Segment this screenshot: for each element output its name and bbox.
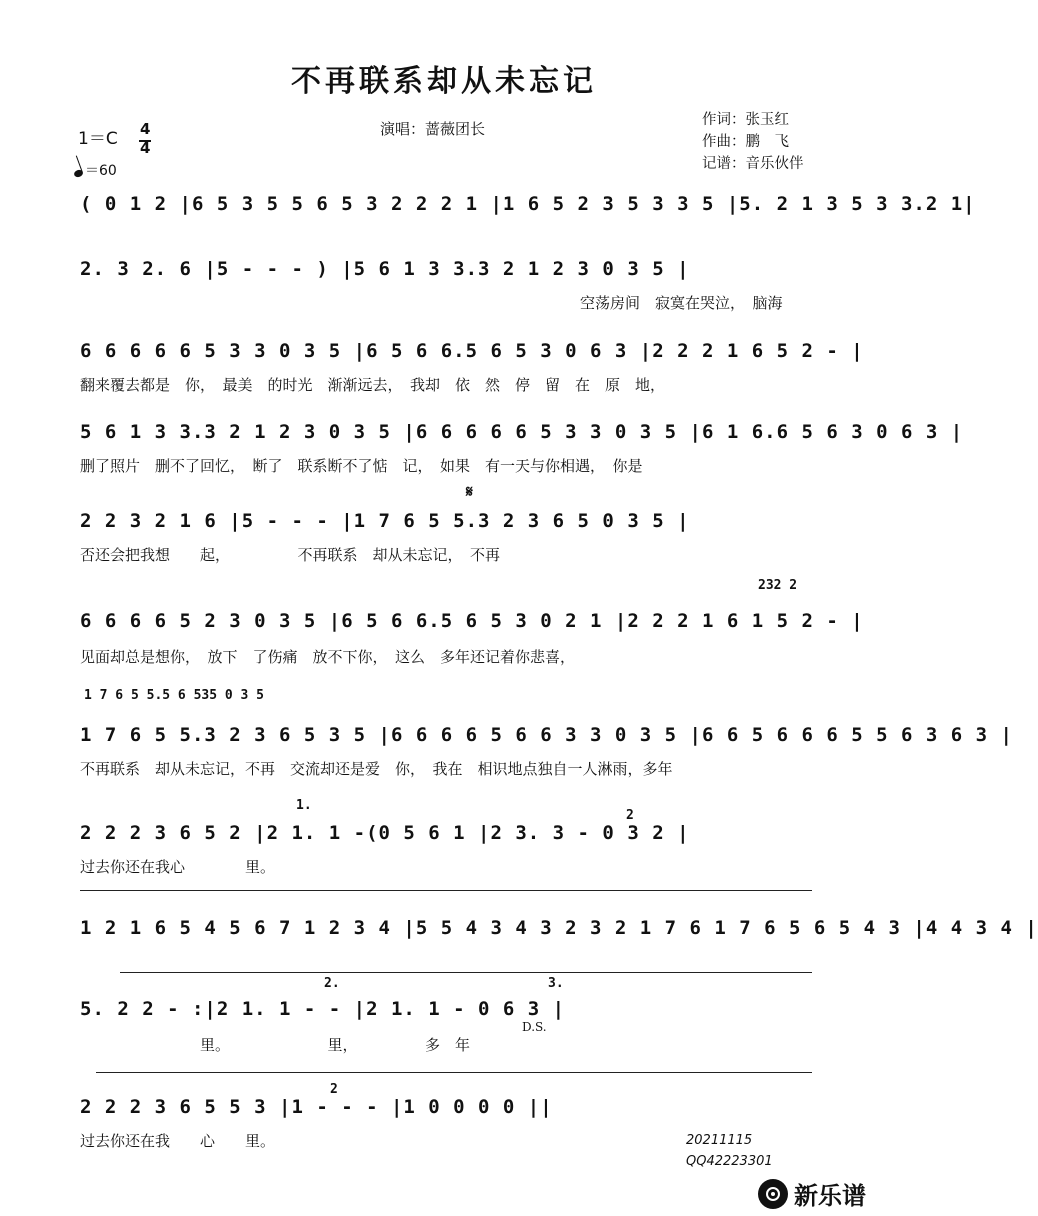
- transcriber-credit: 记谱：音乐伙伴: [702, 156, 804, 172]
- quarter-note-icon: [73, 169, 84, 179]
- lyric-line-11: 过去你还在我 心 里。: [80, 1132, 276, 1150]
- key-signature: 1＝C: [78, 129, 118, 149]
- singer-credit: 演唱：蔷薇团长: [380, 120, 486, 138]
- lyric-line-10: 里。 里， 多 年: [80, 1036, 471, 1054]
- score-line-2: 2. 3 2. 6 |5 - - - ) |5 6 1 3 3.3 2 1 2 3 0 3 5 |: [80, 258, 690, 280]
- tempo-value: ＝60: [85, 163, 117, 179]
- bracket-line: [96, 1072, 812, 1073]
- segno-icon: 𝄋: [466, 482, 473, 501]
- volta-2: 2.: [324, 976, 340, 991]
- volta-1: 1.: [296, 798, 312, 813]
- score-line-7: 1 7 6 5 5.3 2 3 6 5 3 5 |6 6 6 6 5 6 6 3 3 0 3 5 |6 6 5 6 6 6 5 5 6 3 6 3 |: [80, 724, 1013, 746]
- logo-text: 新乐谱: [794, 1182, 866, 1210]
- ossia-line: 1 7 6 5 5.5 6 535 0 3 5: [84, 688, 265, 703]
- lyric-line-4: 删了照片 删不了回忆， 断了 联系断不了惦 记， 如果 有一天与你相遇， 你是: [80, 457, 643, 475]
- lyric-line-2: 空荡房间 寂寞在哭泣， 脑海: [580, 294, 783, 312]
- record-icon: [758, 1179, 788, 1209]
- lyricist-credit: 作词：张玉红: [702, 112, 789, 128]
- volta-bracket-line: [120, 972, 812, 973]
- grace-note-1: 232 2: [758, 578, 798, 593]
- qq-contact: QQ42223301: [686, 1154, 773, 1169]
- score-line-9: 1 2 1 6 5 4 5 6 7 1 2 3 4 |5 5 4 3 4 3 2 3 2 1 7 6 1 7 6 5 6 5 4 3 |4 4 3 4 |: [80, 917, 1038, 939]
- score-line-3: 6 6 6 6 6 5 3 3 0 3 5 |6 5 6 6.5 6 5 3 0 6 3 |2 2 2 1 6 5 2 - |: [80, 340, 864, 362]
- date-stamp: 20211115: [686, 1133, 753, 1148]
- score-line-10: 5. 2 2 - :|2 1. 1 - - |2 1. 1 - 0 6 3 |: [80, 998, 566, 1020]
- score-line-4: 5 6 1 3 3.3 2 1 2 3 0 3 5 |6 6 6 6 6 5 3 3 0 3 5 |6 1 6.6 5 6 3 0 6 3 |: [80, 421, 964, 443]
- score-line-11: 2 2 2 3 6 5 5 3 |1 - - - |1 0 0 0 0 ||: [80, 1096, 553, 1118]
- score-line-5: 2 2 3 2 1 6 |5 - - - |1 7 6 5 5.3 2 3 6 5 0 3 5 |: [80, 510, 690, 532]
- lyric-line-3: 翻来覆去都是 你， 最美 的时光 渐渐远去， 我却 依 然 停 留 在 原 地，: [80, 376, 666, 394]
- site-logo: [758, 1176, 866, 1211]
- score-line-1: ( 0 1 2 |6 5 3 5 5 6 5 3 2 2 2 1 |1 6 5 2 3 5 3 3 5 |5. 2 1 3 5 3 3.2 1|: [80, 193, 976, 215]
- section-divider: [80, 890, 812, 891]
- composer-credit: 作曲：鹏 飞: [702, 134, 789, 150]
- dal-segno-marking: D.S.: [522, 1020, 547, 1034]
- time-signature-bottom: 4: [140, 139, 151, 157]
- lyric-line-6: 见面却总是想你， 放下 了伤痛 放不下你， 这么 多年还记着你悲喜，: [80, 648, 576, 666]
- lyric-line-5: 否还会把我想 起， 不再联系 却从未忘记， 不再: [80, 546, 501, 564]
- page-title: 不再联系却从未忘记: [291, 64, 597, 99]
- score-line-6: 6 6 6 6 5 2 3 0 3 5 |6 5 6 6.5 6 5 3 0 2 1 |2 2 2 1 6 1 5 2 - |: [80, 610, 864, 632]
- grace-note-2: 2: [626, 808, 634, 823]
- grace-note-3: 2: [330, 1082, 338, 1097]
- score-line-8: 2 2 2 3 6 5 2 |2 1. 1 -(0 5 6 1 |2 3. 3 - 0 3 2 |: [80, 822, 690, 844]
- tempo-marking: [74, 160, 117, 180]
- time-signature-top: 4: [140, 120, 151, 138]
- lyric-line-7: 不再联系 却从未忘记，不再 交流却还是爱 你， 我在 相识地点独自一人淋雨，多年: [80, 760, 673, 778]
- lyric-line-8: 过去你还在我心 里。: [80, 858, 276, 876]
- volta-3: 3.: [548, 976, 564, 991]
